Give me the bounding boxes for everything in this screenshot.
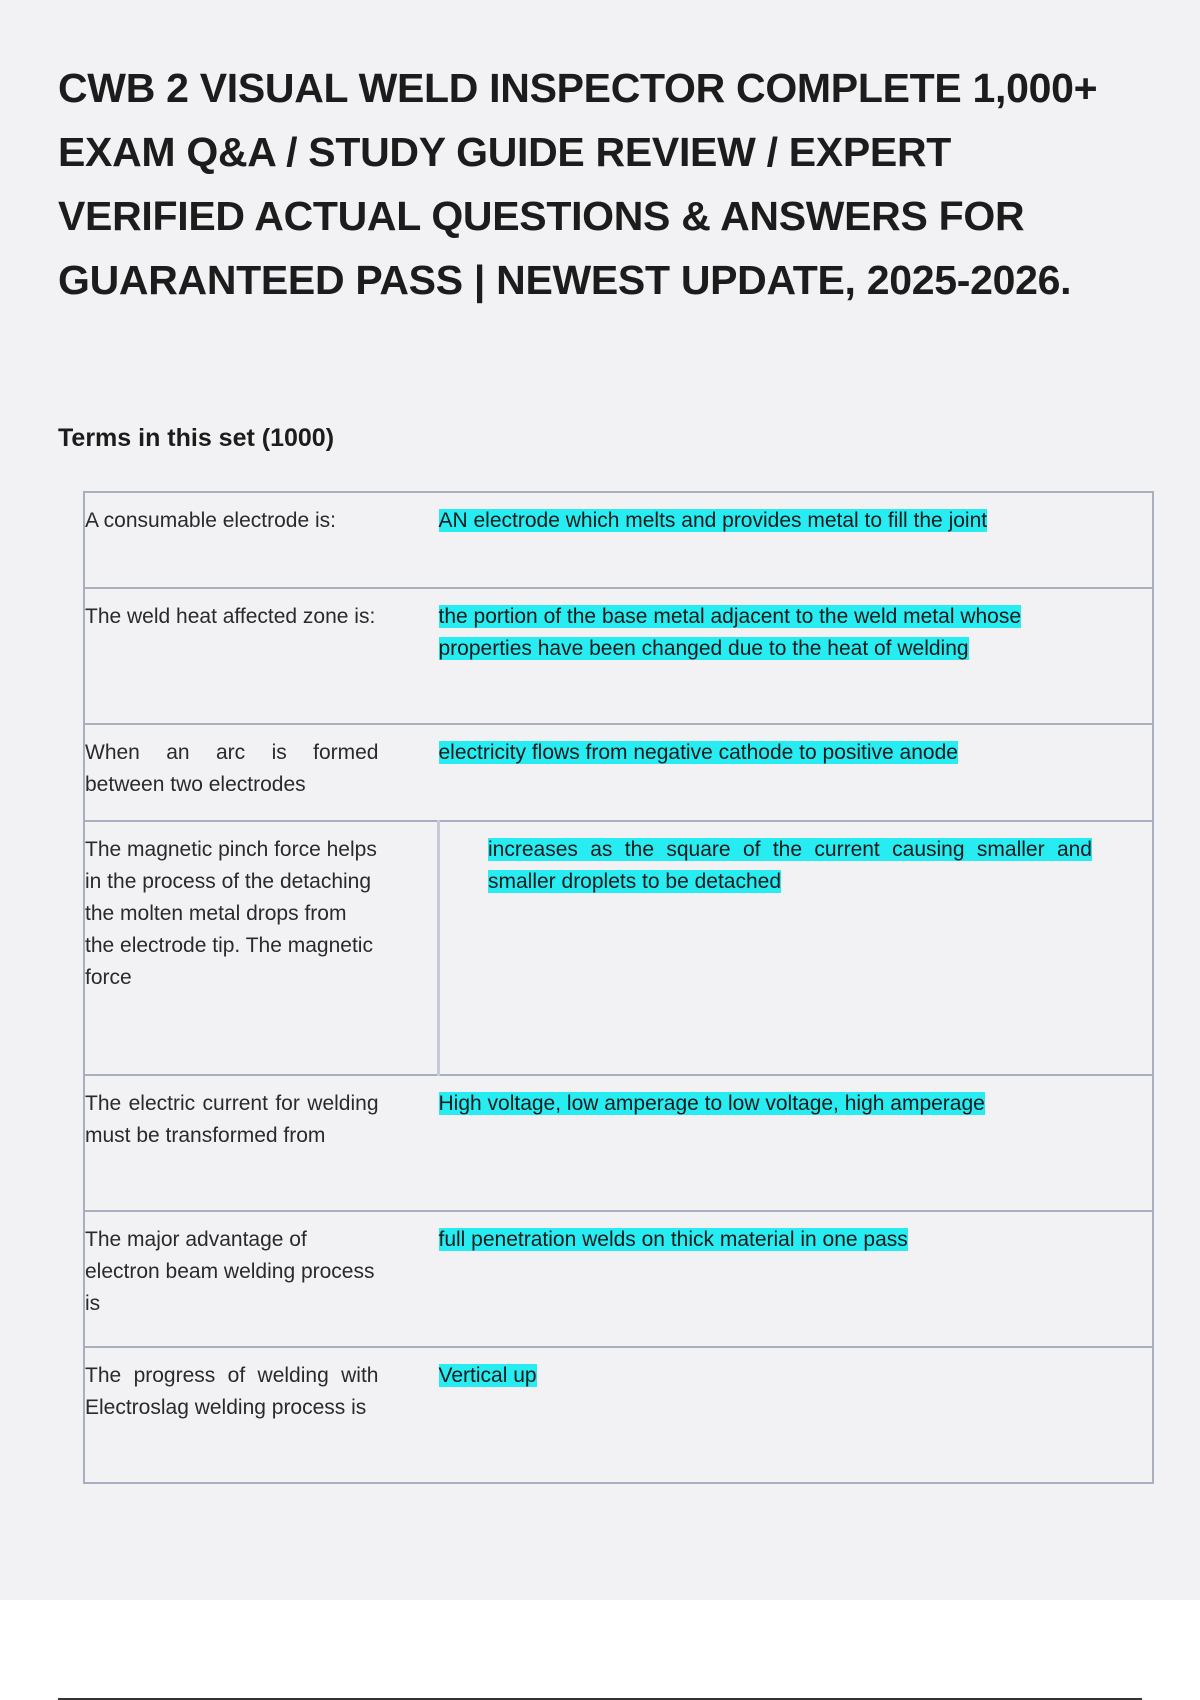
terms-table [83, 491, 1154, 1484]
definition-cell [439, 588, 1154, 724]
document-title: CWB 2 VISUAL WELD INSPECTOR COMPLETE 1,000+ EXAM Q&A / STUDY GUIDE REVIEW / EXPERT VERIFIED ACTUAL QUESTIONS & ANSWERS FOR GUARANTEED PASS | NEWEST UPDATE, 2025-2026. [58, 65, 1098, 303]
definition-cell [439, 1347, 1154, 1483]
definition-text: High voltage, low amperage to low voltage, high amperage [438, 1092, 985, 1115]
term-text: The major advantage of electron beam welding process is [85, 1228, 375, 1315]
definition-text: electricity flows from negative cathode to positive anode [438, 741, 958, 764]
term-cell [84, 588, 439, 724]
definition-cell [439, 1211, 1154, 1347]
table-row [84, 1211, 1153, 1347]
term-text: When an arc is formed between two electrodes [85, 741, 379, 796]
term-text: The progress of welding with Electroslag welding process is [85, 1364, 379, 1419]
definition-text: full penetration welds on thick material in one pass [438, 1228, 908, 1251]
table-row [84, 1075, 1153, 1211]
table-row [84, 821, 1153, 1075]
definition-cell [439, 724, 1154, 821]
term-text: The magnetic pinch force helps in the process of the detaching the molten metal drops from the electrode tip. The magnetic force [85, 838, 377, 989]
definition-cell [439, 492, 1154, 588]
definition-text: the portion of the base metal adjacent to the weld metal whose properties have been changed due to the heat of welding [438, 605, 1022, 660]
term-cell [84, 1347, 439, 1483]
definition-text: Vertical up [438, 1364, 537, 1387]
term-cell [84, 1075, 439, 1211]
term-text: A consumable electrode is: [85, 509, 336, 532]
table-row [84, 588, 1153, 724]
term-cell [84, 492, 439, 588]
definition-cell [439, 821, 1154, 1075]
term-cell [84, 724, 439, 821]
table-row [84, 1347, 1153, 1483]
definition-text: increases as the square of the current causing smaller and smaller droplets to be detached [488, 838, 1092, 893]
term-text: The electric current for welding must be transformed from [85, 1092, 379, 1147]
table-row [84, 724, 1153, 821]
definition-text: AN electrode which melts and provides metal to fill the joint [438, 509, 988, 532]
definition-cell [439, 1075, 1154, 1211]
terms-count-heading: Terms in this set (1000) [58, 424, 335, 452]
term-cell [84, 1211, 439, 1347]
term-cell [84, 821, 439, 1075]
table-row [84, 492, 1153, 588]
term-text: The weld heat affected zone is: [85, 605, 376, 628]
